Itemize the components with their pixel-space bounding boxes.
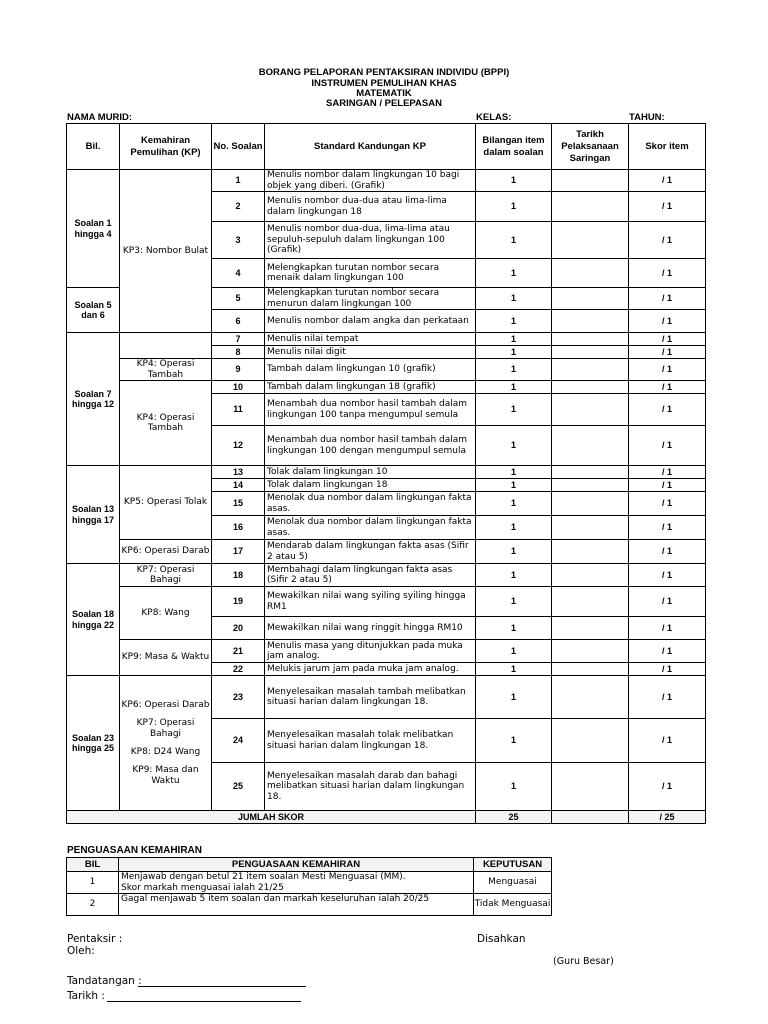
- item-count: 1: [476, 663, 552, 676]
- year-label: TAHUN:: [629, 112, 665, 123]
- skill-label: KP7: Operasi Bahagi: [136, 717, 195, 739]
- oleh-label: Oleh:: [67, 945, 95, 957]
- header-skor: Skor item: [629, 124, 706, 170]
- item-count: 1: [476, 346, 552, 359]
- item-score: / 1: [629, 663, 706, 676]
- mastery-decision: Tidak Menguasai: [474, 894, 552, 916]
- item-score: / 1: [629, 170, 706, 192]
- item-count: 1: [476, 288, 552, 310]
- date-cell[interactable]: [552, 492, 629, 516]
- date-cell[interactable]: [552, 466, 629, 479]
- item-count: 1: [476, 359, 552, 381]
- item-score: / 1: [629, 763, 706, 811]
- header-bil: Bil.: [67, 124, 120, 170]
- skill-label: KP8: D24 Wang: [130, 746, 201, 757]
- mastery-desc: [119, 894, 474, 916]
- table-row: [67, 359, 706, 381]
- date-line[interactable]: [107, 1001, 301, 1002]
- standard-desc: Menambah dua nombor hasil tambah dalam lingkungan 100 dengan mengumpul semula: [265, 426, 476, 466]
- standard-desc: Mendarab dalam lingkungan fakta asas (Sifir 2 atau 5): [265, 540, 476, 564]
- skill-label-empty: [120, 333, 212, 359]
- mastery-bil: 1: [67, 872, 119, 894]
- date-cell[interactable]: [552, 516, 629, 540]
- item-count: 1: [476, 192, 552, 222]
- item-score: / 1: [629, 333, 706, 346]
- date-cell[interactable]: [552, 333, 629, 346]
- standard-desc: Tambah dalam lingkungan 18 (grafik): [265, 381, 476, 394]
- question-no: 20: [212, 617, 265, 640]
- item-score: / 1: [629, 259, 706, 288]
- table-row: [67, 381, 706, 394]
- question-no: 23: [212, 676, 265, 719]
- question-no: 17: [212, 540, 265, 564]
- question-no: 14: [212, 479, 265, 492]
- item-score: / 1: [629, 587, 706, 617]
- item-score: / 1: [629, 288, 706, 310]
- table-row: [67, 466, 706, 479]
- mastery-decision: Menguasai: [474, 872, 552, 894]
- question-no: 8: [212, 346, 265, 359]
- mastery-row: [67, 894, 552, 916]
- question-no: 25: [212, 763, 265, 811]
- question-no: 13: [212, 466, 265, 479]
- table-row: [67, 564, 706, 587]
- question-no: 16: [212, 516, 265, 540]
- form-subtitle: INSTRUMEN PEMULIHAN KHAS: [311, 78, 457, 89]
- item-count: 1: [476, 587, 552, 617]
- question-no: 3: [212, 222, 265, 259]
- date-cell[interactable]: [552, 192, 629, 222]
- item-score: / 1: [629, 617, 706, 640]
- date-cell[interactable]: [552, 676, 629, 719]
- group-label: Soalan 18 hingga 22: [67, 564, 120, 676]
- item-score: / 1: [629, 222, 706, 259]
- item-count: 1: [476, 333, 552, 346]
- item-count: 1: [476, 516, 552, 540]
- mastery-desc-line: Gagal menjawab 5 item soalan dan markah keseluruhan ialah 20/25: [121, 894, 430, 904]
- question-no: 2: [212, 192, 265, 222]
- header-no-soalan: No. Soalan: [212, 124, 265, 170]
- item-count: 1: [476, 763, 552, 811]
- item-count: 1: [476, 492, 552, 516]
- standard-desc: Tambah dalam lingkungan 10 (grafik): [265, 359, 476, 381]
- table-row: [67, 640, 706, 663]
- standard-desc: Menulis masa yang ditunjukkan pada muka jam analog.: [265, 640, 476, 663]
- question-no: 5: [212, 288, 265, 310]
- date-cell[interactable]: [552, 426, 629, 466]
- skill-label-combined: [120, 676, 212, 811]
- item-count: 1: [476, 381, 552, 394]
- date-cell[interactable]: [552, 719, 629, 763]
- item-score: / 1: [629, 346, 706, 359]
- date-cell[interactable]: [552, 479, 629, 492]
- table-row: [67, 170, 706, 192]
- item-score: / 1: [629, 540, 706, 564]
- item-score: / 1: [629, 426, 706, 466]
- tandatangan-label: Tandatangan :: [67, 975, 142, 987]
- date-cell[interactable]: [552, 640, 629, 663]
- group-label: Soalan 13 hingga 17: [67, 466, 120, 564]
- item-score: / 1: [629, 640, 706, 663]
- mastery-title: PENGUASAAN KEMAHIRAN: [67, 845, 203, 856]
- mastery-header-desc: PENGUASAAN KEMAHIRAN: [119, 858, 474, 872]
- question-no: 21: [212, 640, 265, 663]
- standard-desc: Melengkapkan turutan nombor secara menaik dalam lingkungan 100: [265, 259, 476, 288]
- group-label: Soalan 23 hingga 25: [67, 676, 120, 811]
- standard-desc: Menambah dua nombor hasil tambah dalam lingkungan 100 tanpa mengumpul semula: [265, 394, 476, 426]
- question-no: 6: [212, 310, 265, 333]
- question-no: 24: [212, 719, 265, 763]
- tarikh-label: Tarikh :: [67, 990, 105, 1002]
- question-no: 12: [212, 426, 265, 466]
- item-score: / 1: [629, 394, 706, 426]
- question-no: 9: [212, 359, 265, 381]
- total-count: 25: [476, 811, 552, 824]
- item-count: 1: [476, 466, 552, 479]
- table-row: [67, 333, 706, 346]
- date-cell[interactable]: [552, 564, 629, 587]
- signature-line[interactable]: [138, 986, 306, 987]
- question-no: 11: [212, 394, 265, 426]
- total-label: JUMLAH SKOR: [67, 811, 476, 824]
- form-subject: MATEMATIK: [356, 88, 412, 99]
- question-no: 1: [212, 170, 265, 192]
- header-tarikh: Tarikh Pelaksanaan Saringan: [552, 124, 629, 170]
- standard-desc: Menulis nilai tempat: [265, 333, 476, 346]
- standard-desc: Menulis nombor dua-dua, lima-lima atau sepuluh-sepuluh dalam lingkungan 100 (Grafik): [265, 222, 476, 259]
- date-cell[interactable]: [552, 763, 629, 811]
- date-cell[interactable]: [552, 587, 629, 617]
- total-score: / 25: [629, 811, 706, 824]
- pentaksir-label: Pentaksir :: [67, 933, 123, 945]
- class-label: KELAS:: [476, 112, 512, 123]
- skill-label: KP6: Operasi Darab: [121, 699, 210, 710]
- item-score: / 1: [629, 466, 706, 479]
- standard-desc: Menulis nilai digit: [265, 346, 476, 359]
- date-cell[interactable]: [552, 359, 629, 381]
- date-cell[interactable]: [552, 663, 629, 676]
- table-row: [67, 540, 706, 564]
- standard-desc: Menyelesaikan masalah tambah melibatkan situasi harian dalam lingkungan 18.: [265, 676, 476, 719]
- skill-label: KP7: Operasi Bahagi: [120, 564, 212, 587]
- item-score: / 1: [629, 381, 706, 394]
- standard-desc: Mewakilkan nilai wang ringgit hingga RM10: [265, 617, 476, 640]
- item-score: / 1: [629, 676, 706, 719]
- disahkan-label: Disahkan: [477, 933, 526, 945]
- question-no: 15: [212, 492, 265, 516]
- mastery-header-row: [67, 858, 552, 872]
- standard-desc: Membahagi dalam lingkungan fakta asas (Sifir 2 atau 5): [265, 564, 476, 587]
- question-no: 7: [212, 333, 265, 346]
- skill-label: KP5: Operasi Tolak: [120, 466, 212, 540]
- student-name-label: NAMA MURID:: [67, 112, 133, 123]
- standard-desc: Mewakilkan nilai wang syiling syiling hingga RM1: [265, 587, 476, 617]
- standard-desc: Melukis jarum jam pada muka jam analog.: [265, 663, 476, 676]
- header-standard: Standard Kandungan KP: [265, 124, 476, 170]
- question-no: 19: [212, 587, 265, 617]
- mastery-header-bil: BIL: [67, 858, 119, 872]
- question-no: 18: [212, 564, 265, 587]
- standard-desc: Menulis nombor dua-dua atau lima-lima dalam lingkungan 18: [265, 192, 476, 222]
- date-cell[interactable]: [552, 259, 629, 288]
- item-count: 1: [476, 479, 552, 492]
- guru-besar-label: (Guru Besar): [553, 956, 614, 967]
- group-label: Soalan 5 dan 6: [67, 288, 120, 333]
- item-score: / 1: [629, 719, 706, 763]
- skill-label: KP3: Nombor Bulat: [120, 170, 212, 333]
- item-count: 1: [476, 259, 552, 288]
- table-header-row: [67, 124, 706, 170]
- total-date-cell: [552, 811, 629, 824]
- form-title: BORANG PELAPORAN PENTAKSIRAN INDIVIDU (BPPI): [258, 67, 510, 78]
- skill-label: KP4: Operasi Tambah: [120, 381, 212, 466]
- item-score: / 1: [629, 516, 706, 540]
- mastery-row: [67, 872, 552, 894]
- item-score: / 1: [629, 192, 706, 222]
- question-no: 4: [212, 259, 265, 288]
- date-cell[interactable]: [552, 394, 629, 426]
- header-kemahiran: Kemahiran Pemulihan (KP): [120, 124, 212, 170]
- item-count: 1: [476, 564, 552, 587]
- item-count: 1: [476, 719, 552, 763]
- skill-label: KP9: Masa dan Waktu: [132, 764, 199, 786]
- standard-desc: Menulis nombor dalam lingkungan 10 bagi objek yang diberi. (Grafik): [265, 170, 476, 192]
- item-count: 1: [476, 170, 552, 192]
- standard-desc: Menyelesaikan masalah darab dan bahagi melibatkan situasi harian dalam lingkungan 18.: [265, 763, 476, 811]
- date-cell[interactable]: [552, 346, 629, 359]
- mastery-table: [66, 857, 552, 916]
- item-count: 1: [476, 310, 552, 333]
- date-cell[interactable]: [552, 617, 629, 640]
- item-score: / 1: [629, 564, 706, 587]
- item-count: 1: [476, 394, 552, 426]
- date-cell[interactable]: [552, 381, 629, 394]
- date-cell[interactable]: [552, 288, 629, 310]
- item-count: 1: [476, 222, 552, 259]
- standard-desc: Tolak dalam lingkungan 18: [265, 479, 476, 492]
- standard-desc: Menulis nombor dalam angka dan perkataan: [265, 310, 476, 333]
- item-score: / 1: [629, 492, 706, 516]
- skill-label: KP6: Operasi Darab: [120, 540, 212, 564]
- skill-label: KP4: Operasi Tambah: [120, 359, 212, 381]
- date-cell[interactable]: [552, 222, 629, 259]
- item-count: 1: [476, 676, 552, 719]
- date-cell[interactable]: [552, 310, 629, 333]
- standard-desc: Menolak dua nombor dalam lingkungan fakta asas.: [265, 516, 476, 540]
- group-label: Soalan 7 hingga 12: [67, 333, 120, 466]
- date-cell[interactable]: [552, 170, 629, 192]
- item-count: 1: [476, 540, 552, 564]
- mastery-header-decision: KEPUTUSAN: [474, 858, 552, 872]
- standard-desc: Tolak dalam lingkungan 10: [265, 466, 476, 479]
- standard-desc: Melengkapkan turutan nombor secara menurun dalam lingkungan 100: [265, 288, 476, 310]
- question-no: 10: [212, 381, 265, 394]
- mastery-desc-line: Skor markah menguasai ialah 21/25: [121, 882, 284, 893]
- mastery-desc-line: Menjawab dengan betul 21 item soalan Mesti Menguasai (MM).: [121, 872, 406, 882]
- item-score: / 1: [629, 310, 706, 333]
- date-cell[interactable]: [552, 540, 629, 564]
- skill-label: KP8: Wang: [120, 587, 212, 640]
- item-count: 1: [476, 640, 552, 663]
- table-row: [67, 676, 706, 719]
- item-count: 1: [476, 426, 552, 466]
- item-score: / 1: [629, 359, 706, 381]
- item-score: / 1: [629, 479, 706, 492]
- standard-desc: Menolak dua nombor dalam lingkungan fakta asas.: [265, 492, 476, 516]
- mastery-desc: [119, 872, 474, 894]
- header-bilangan: Bilangan item dalam soalan: [476, 124, 552, 170]
- assessment-table: [66, 123, 706, 824]
- group-label: Soalan 1 hingga 4: [67, 170, 120, 288]
- total-row: [67, 811, 706, 824]
- question-no: 22: [212, 663, 265, 676]
- mastery-bil: 2: [67, 894, 119, 916]
- table-row: [67, 587, 706, 617]
- form-mode: SARINGAN / PELEPASAN: [326, 98, 442, 109]
- skill-label: KP9: Masa & Waktu: [120, 640, 212, 676]
- item-count: 1: [476, 617, 552, 640]
- standard-desc: Menyelesaikan masalah tolak melibatkan situasi harian dalam lingkungan 18.: [265, 719, 476, 763]
